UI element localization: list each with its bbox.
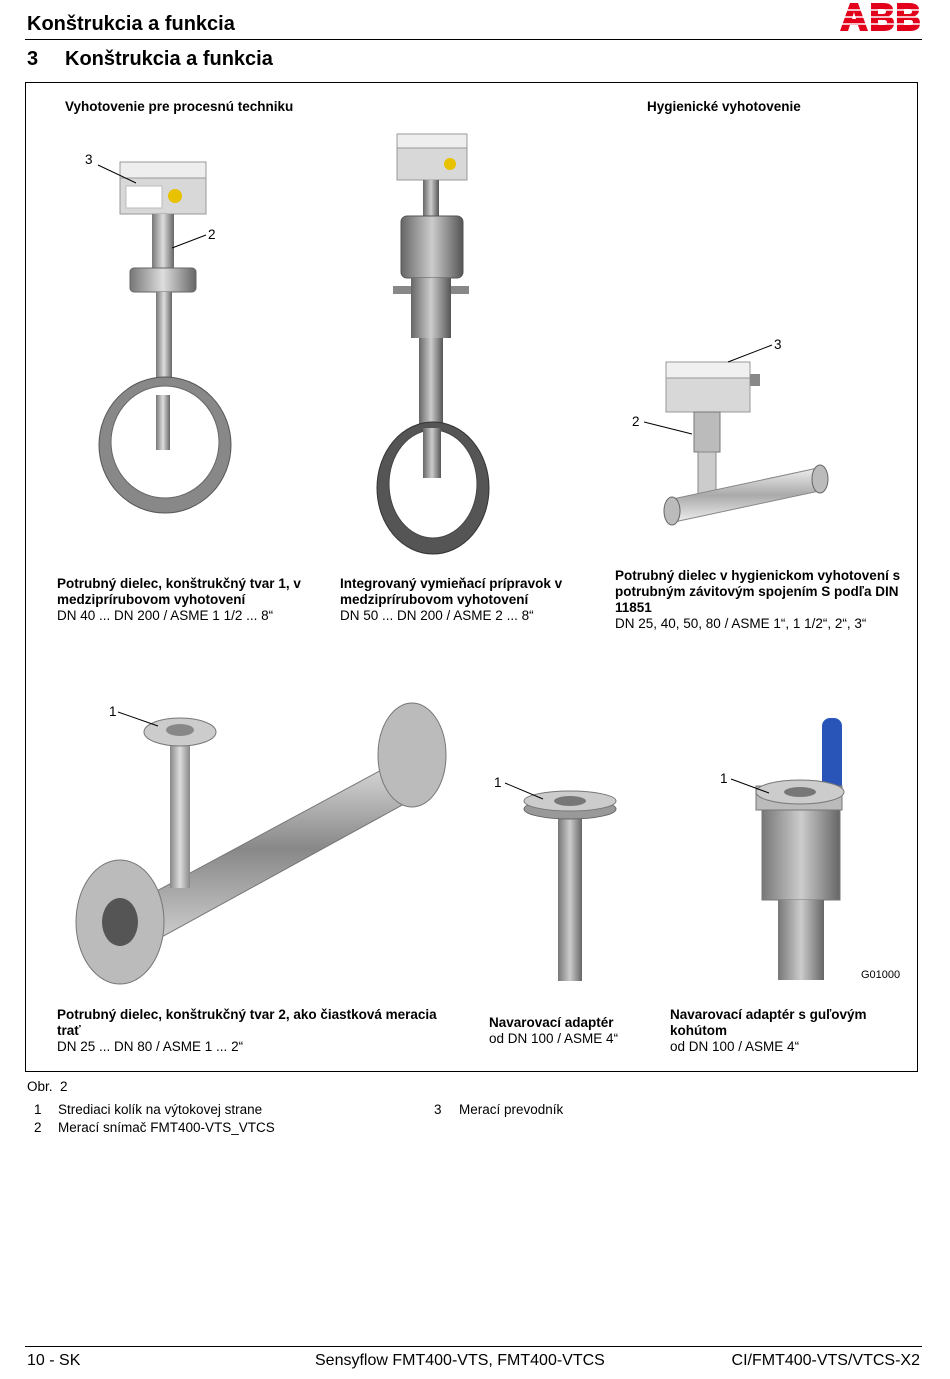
caption-item-3	[615, 568, 915, 632]
legend-text: Strediaci kolík na výtokovej strane	[58, 1102, 263, 1117]
section-number: 3	[27, 48, 39, 70]
caption-item-6	[670, 1007, 900, 1055]
section-title: Konštrukcia a funkcia	[65, 48, 273, 70]
section-heading	[27, 48, 273, 71]
footer-page-number: 10 - SK	[27, 1352, 81, 1369]
callout-3: 3	[774, 337, 782, 352]
caption-size: DN 25, 40, 50, 80 / ASME 1“, 1 1/2“, 2“, 3“	[615, 616, 867, 631]
caption-size: od DN 100 / ASME 4“	[489, 1031, 619, 1046]
footer-product: Sensyflow FMT400-VTS, FMT400-VTCS	[315, 1352, 605, 1369]
column-title-hygienic: Hygienické vyhotovenie	[647, 99, 801, 114]
legend-number: 2	[34, 1120, 42, 1135]
callout-2: 2	[208, 227, 216, 242]
caption-size: od DN 100 / ASME 4“	[670, 1039, 800, 1054]
footer-doc-id: CI/FMT400-VTS/VTCS-X2	[731, 1352, 920, 1369]
callout-line	[728, 344, 774, 364]
caption-item-2	[340, 576, 600, 624]
caption-title: Navarovací adaptér s guľovým kohútom	[670, 1007, 867, 1038]
callout-line	[98, 165, 138, 185]
caption-item-1	[57, 576, 327, 624]
callout-line	[118, 712, 160, 728]
caption-title: Potrubný dielec v hygienickom vyhotovení s potrubným závitovým spojením S podľa DIN 11851	[615, 568, 901, 615]
callout-line	[644, 422, 694, 436]
caption-item-4	[57, 1007, 457, 1055]
caption-item-5	[489, 1015, 659, 1047]
column-title-process: Vyhotovenie pre procesnú techniku	[65, 99, 294, 114]
figure-label-prefix: Obr.	[27, 1079, 53, 1094]
hygienic-flow-tube-image	[648, 350, 838, 550]
legend-number: 3	[434, 1102, 442, 1117]
legend-text: Merací snímač FMT400-VTS_VTCS	[58, 1120, 275, 1135]
wafer-flow-tube-image	[90, 150, 240, 550]
partial-measuring-section-image	[70, 700, 455, 990]
footer-rule	[25, 1346, 922, 1347]
legend-text: Merací prevodník	[459, 1102, 564, 1117]
welding-adapter-ball-valve-image	[748, 716, 854, 986]
caption-title: Potrubný dielec, konštrukčný tvar 2, ako čiastková meracia trať	[57, 1007, 437, 1038]
callout-3: 3	[85, 152, 93, 167]
callout-1: 1	[720, 771, 728, 786]
callout-2: 2	[632, 414, 640, 429]
caption-title: Integrovaný vymieňací prípravok v medziprírubovom vyhotovení	[340, 576, 563, 607]
legend-number: 1	[34, 1102, 42, 1117]
callout-line	[505, 783, 545, 801]
abb-logo	[838, 0, 922, 34]
header-rule	[25, 39, 922, 40]
caption-size: DN 50 ... DN 200 / ASME 2 ... 8“	[340, 608, 534, 623]
welding-adapter-image	[522, 785, 618, 985]
callout-1: 1	[109, 704, 117, 719]
integrated-exchange-device-image	[375, 128, 505, 558]
caption-title: Navarovací adaptér	[489, 1015, 614, 1030]
callout-line	[172, 234, 208, 250]
callout-1: 1	[494, 775, 502, 790]
caption-size: DN 40 ... DN 200 / ASME 1 1/2 ... 8“	[57, 608, 274, 623]
caption-title: Potrubný dielec, konštrukčný tvar 1, v medziprírubovom vyhotovení	[57, 576, 301, 607]
callout-line	[731, 779, 771, 795]
figure-label	[27, 1079, 68, 1094]
figure-label-number: 2	[60, 1079, 68, 1094]
caption-size: DN 25 ... DN 80 / ASME 1 ... 2“	[57, 1039, 244, 1054]
figure-code: G01000	[861, 969, 901, 981]
running-header-title: Konštrukcia a funkcia	[27, 13, 235, 35]
